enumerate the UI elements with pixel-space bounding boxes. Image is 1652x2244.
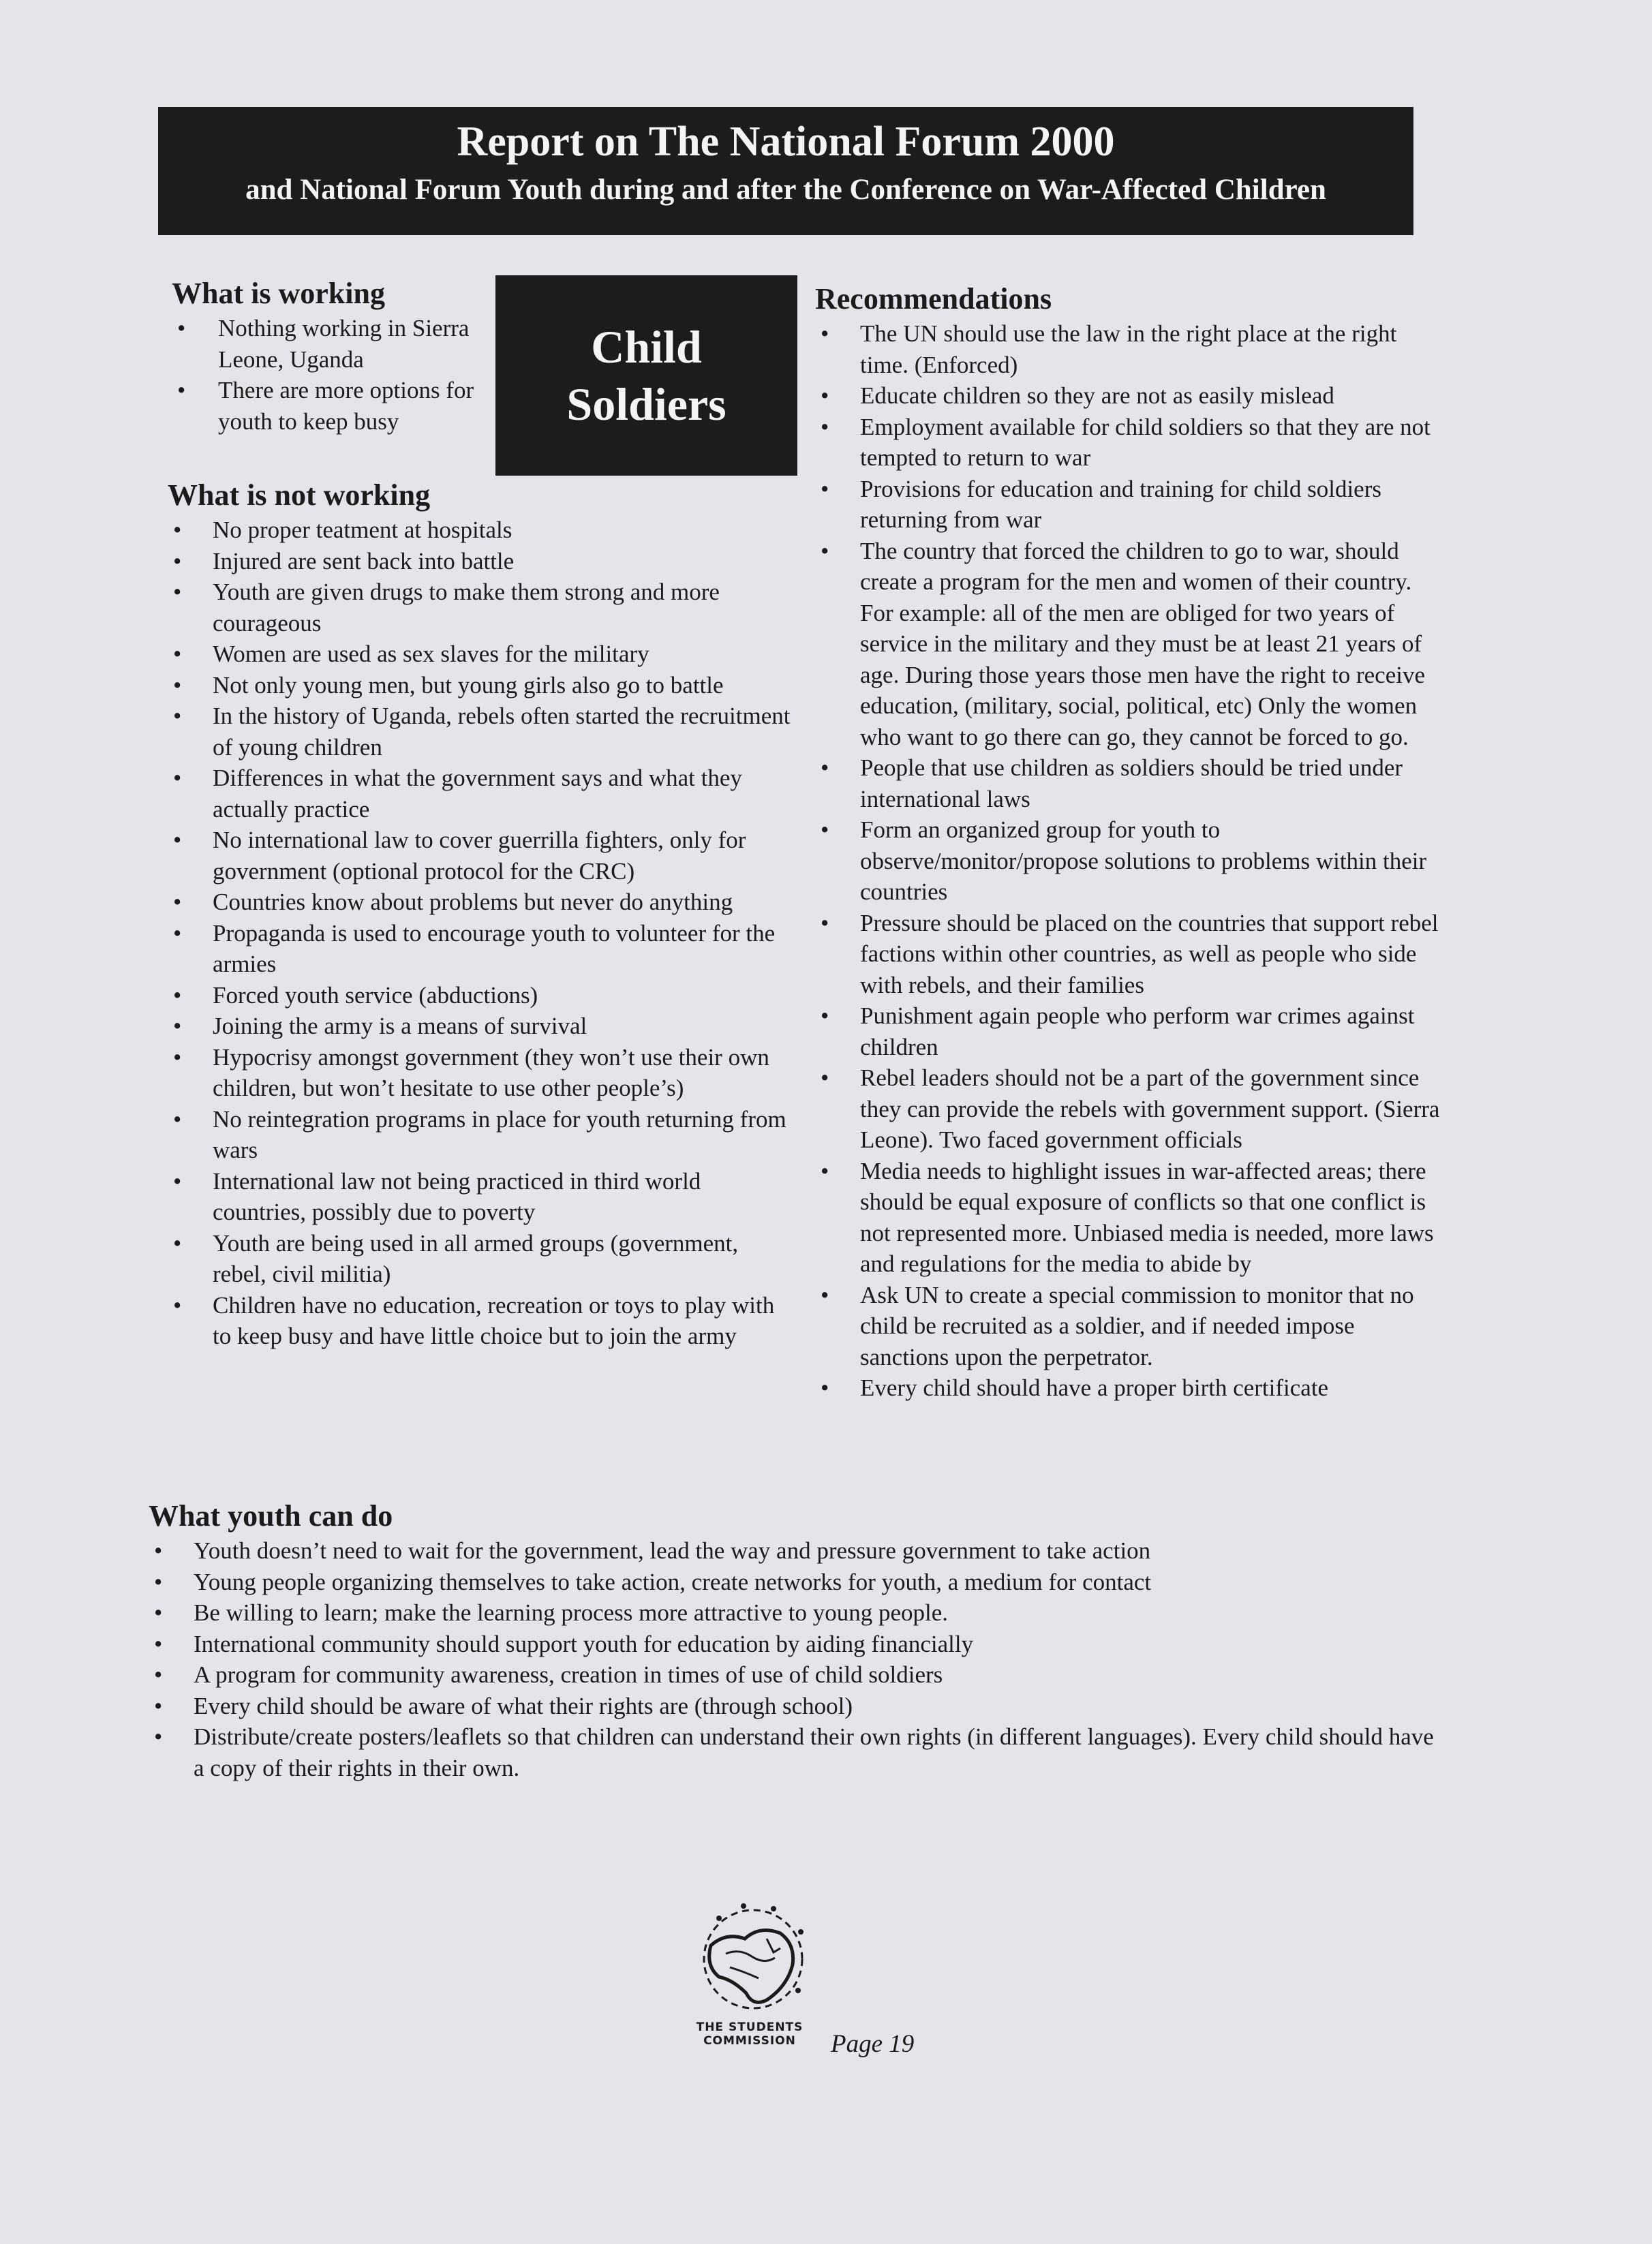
list-item: • Ask UN to create a special commission to monitor that no child be recruited as a soldier, and if needed impose sanctions upon the perpetrator. [815,1280,1449,1373]
topic-title-line2: Soldiers [566,378,726,430]
list-item: • Propaganda is used to encourage youth to volunteer for the armies [168,918,795,980]
logo-caption-line2: COMMISSION [703,2034,796,2048]
list-item: • Women are used as sex slaves for the military [168,639,795,670]
list-item: • Be willing to learn; make the learning process more attractive to young people. [149,1597,1437,1629]
list-item: • Provisions for education and training for child soldiers returning from war [815,474,1449,536]
list-item: • Differences in what the government says and what they actually practice [168,763,795,825]
list-item: • No international law to cover guerrilla fighters, only for government (optional protocol for the CRC) [168,825,795,887]
list-item: • Youth doesn’t need to wait for the government, lead the way and pressure government to take action [149,1535,1437,1567]
topic-title-line1: Child [591,321,702,373]
list-item: • Every child should have a proper birth certificate [815,1372,1449,1404]
list-item: • Children have no education, recreation or toys to play with to keep busy and have little choice but to join the army [168,1290,795,1352]
section-what-is-working [172,275,485,437]
list-item: • Youth are given drugs to make them strong and more courageous [168,577,795,639]
topic-title-box [495,275,797,476]
globe-logo-icon [678,1891,828,2020]
logo-caption-line1: THE STUDENTS [696,2020,804,2034]
bullet-list [168,514,795,1352]
list-item: • A program for community awareness, creation in times of use of child soldiers [149,1659,1437,1691]
section-heading: What youth can do [149,1499,393,1533]
bullet-list [172,313,485,437]
list-item: • Joining the army is a means of survival [168,1011,795,1042]
report-subtitle: and National Forum Youth during and after the Conference on War-Affected Children [245,174,1326,206]
list-item: • Youth are being used in all armed groups (government, rebel, civil militia) [168,1228,795,1290]
list-item: • The UN should use the law in the right place at the right time. (Enforced) [815,318,1449,380]
bullet-list [149,1535,1437,1783]
list-item: • No proper teatment at hospitals [168,514,795,546]
section-heading: What is not working [168,478,431,512]
section-what-is-not-working [168,476,795,1352]
list-item: • People that use children as soldiers should be tried under international laws [815,752,1449,814]
list-item: • Forced youth service (abductions) [168,980,795,1011]
list-item: • Injured are sent back into battle [168,546,795,577]
list-item: • Nothing working in Sierra Leone, Uganda [172,313,485,375]
list-item: • Not only young men, but young girls also go to battle [168,670,795,701]
list-item: • Media needs to highlight issues in war-affected areas; there should be equal exposure of conflicts so that one conflict is not represented more. Unbiased media is needed, more laws and regulations for the media to abide by [815,1156,1449,1280]
page-number: Page 19 [831,2030,915,2058]
report-title: Report on The National Forum 2000 [457,119,1115,165]
list-item: • Young people organizing themselves to take action, create networks for youth, a medium for contact [149,1567,1437,1598]
list-item: • International community should support youth for education by aiding financially [149,1629,1437,1660]
section-heading: Recommendations [815,282,1052,316]
list-item: • Pressure should be placed on the countries that support rebel factions within other countries, as well as people who side with rebels, and their families [815,908,1449,1001]
section-recommendations [815,280,1449,1404]
list-item: • Hypocrisy amongst government (they won’t use their own children, but won’t hesitate to use other people’s) [168,1042,795,1104]
list-item: • Punishment again people who perform war crimes against children [815,1000,1449,1062]
list-item: • Employment available for child soldiers so that they are not tempted to return to war [815,412,1449,474]
list-item: • Distribute/create posters/leaflets so that children can understand their own rights (in different languages). Every child should have a copy of their rights in their own. [149,1721,1437,1783]
list-item: • The country that forced the children to go to war, should create a program for the men and women of their country. For example: all of the men are obliged for two years of service in the military and they must be at least 21 years of age. During those years those men have the right to receive education, (military, social, political, etc) Only the women who want to go there can go, they cannot be forced to go. [815,536,1449,753]
logo-caption [675,2020,825,2048]
list-item: • Form an organized group for youth to observe/monitor/propose solutions to problems within their countries [815,814,1449,908]
section-heading: What is working [172,277,385,310]
list-item: • International law not being practiced in third world countries, possibly due to poverty [168,1166,795,1228]
list-item: • No reintegration programs in place for youth returning from wars [168,1104,795,1166]
list-item: • Rebel leaders should not be a part of the government since they can provide the rebels with government support. (Sierra Leone). Two faced government officials [815,1062,1449,1156]
list-item: • There are more options for youth to keep busy [172,375,485,437]
list-item: • Countries know about problems but never do anything [168,887,795,918]
list-item: • In the history of Uganda, rebels often started the recruitment of young children [168,701,795,763]
list-item: • Educate children so they are not as easily mislead [815,380,1449,412]
section-what-youth-can-do [149,1497,1437,1783]
report-banner [158,107,1413,235]
list-item: • Every child should be aware of what their rights are (through school) [149,1691,1437,1722]
bullet-list [815,318,1449,1404]
